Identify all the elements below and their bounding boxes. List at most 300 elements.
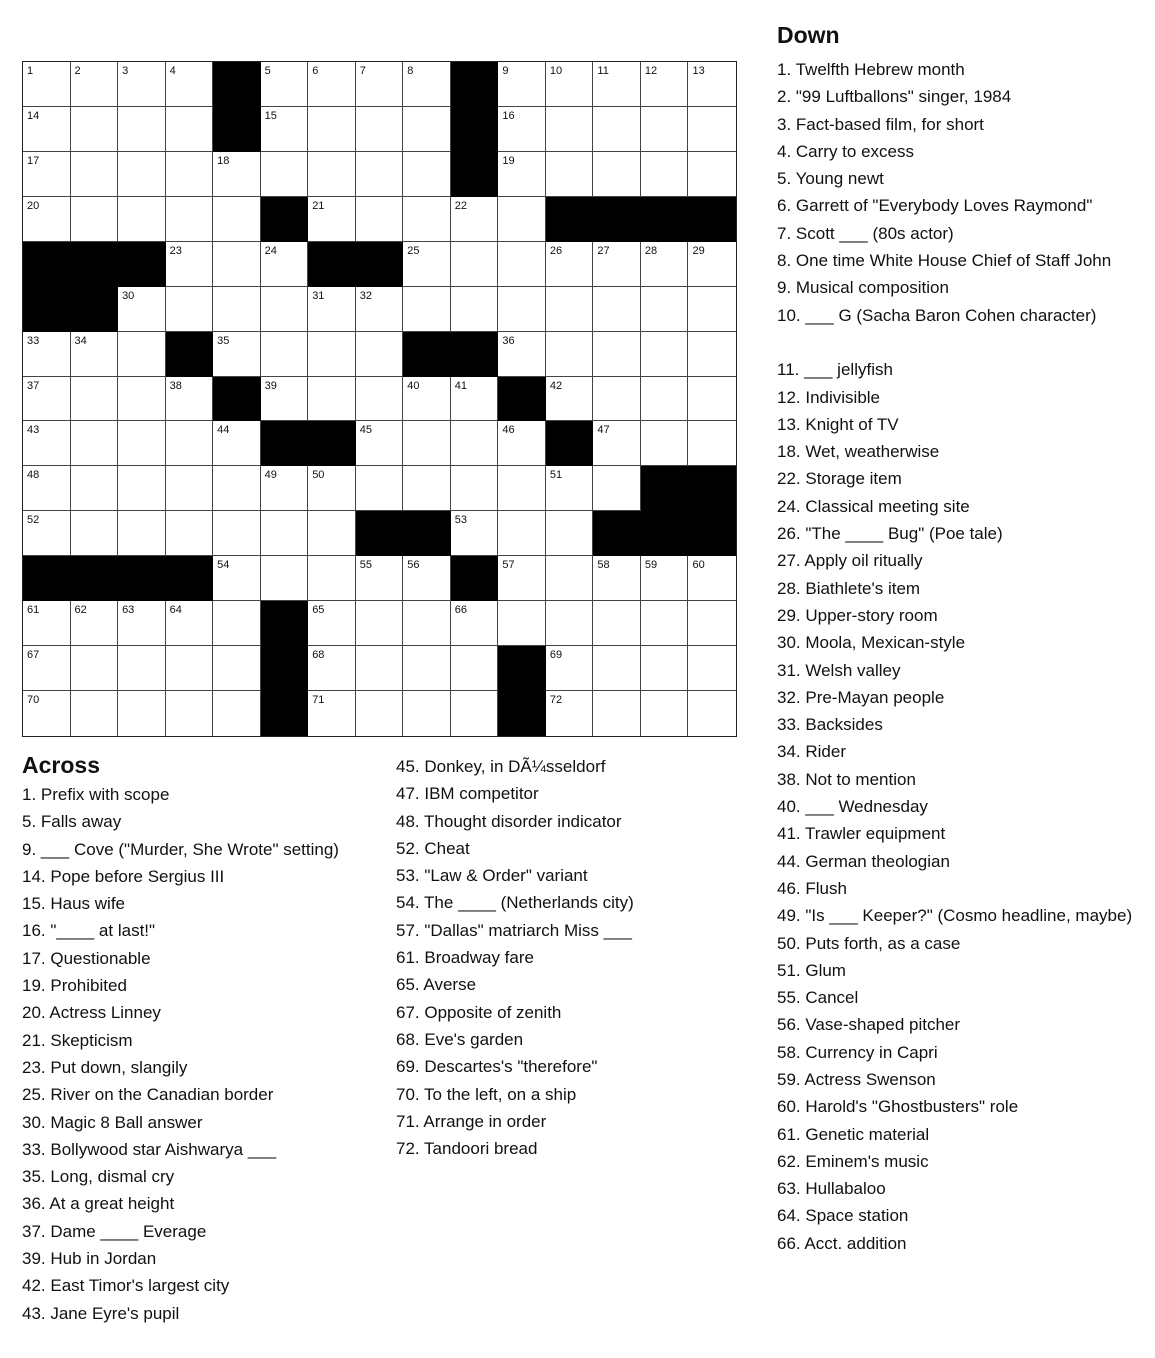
grid-cell[interactable]: [261, 287, 309, 332]
grid-cell[interactable]: [641, 107, 689, 152]
grid-cell[interactable]: [403, 242, 451, 287]
grid-cell[interactable]: [308, 332, 356, 377]
grid-cell[interactable]: [498, 601, 546, 646]
grid-cell[interactable]: [403, 556, 451, 601]
grid-cell[interactable]: [546, 377, 594, 422]
grid-cell[interactable]: [166, 197, 214, 242]
clue-item[interactable]: [777, 329, 1147, 356]
cell-number: 17: [27, 154, 40, 167]
grid-cell[interactable]: [641, 287, 689, 332]
grid-cell-black: [546, 421, 594, 466]
grid-cell[interactable]: [308, 107, 356, 152]
grid-cell[interactable]: [71, 691, 119, 736]
clue-item[interactable]: 61. Broadway fare: [396, 948, 534, 968]
grid-cell[interactable]: [498, 556, 546, 601]
clue-item[interactable]: 30. Magic 8 Ball answer: [22, 1112, 203, 1132]
grid-cell-black: [451, 332, 499, 377]
grid-cell[interactable]: [166, 107, 214, 152]
grid-cell[interactable]: [403, 197, 451, 242]
grid-cell[interactable]: [403, 377, 451, 422]
clue-item[interactable]: 23. Put down, slangily: [22, 1057, 188, 1077]
grid-cell[interactable]: [71, 152, 119, 197]
cell-number: 24: [264, 244, 277, 257]
grid-cell[interactable]: [451, 377, 499, 422]
grid-cell[interactable]: [356, 152, 404, 197]
grid-cell[interactable]: [261, 242, 309, 287]
grid-cell[interactable]: [688, 62, 736, 107]
grid-cell[interactable]: [308, 287, 356, 332]
clue-item[interactable]: 55. Cancel: [777, 988, 859, 1008]
grid-cell[interactable]: [118, 511, 166, 556]
cell-number: 6: [312, 65, 319, 77]
clue-item[interactable]: 2. "99 Luftballons" singer, 1984: [777, 87, 1012, 107]
grid-cell[interactable]: [451, 646, 499, 691]
cell-number: 40: [407, 379, 420, 392]
clue-item[interactable]: 58. Currency in Capri: [777, 1042, 938, 1062]
clue-item[interactable]: 5. Falls away: [22, 812, 122, 832]
grid-cell[interactable]: [641, 646, 689, 691]
grid-cell[interactable]: [23, 197, 71, 242]
clue-item[interactable]: 7. Scott ___ (80s actor): [777, 223, 954, 243]
grid-cell[interactable]: [546, 511, 594, 556]
clue-item[interactable]: 36. At a great height: [22, 1194, 175, 1214]
grid-cell[interactable]: [23, 107, 71, 152]
grid-cell[interactable]: [593, 62, 641, 107]
cell-number: 61: [27, 604, 40, 617]
clue-item[interactable]: 12. Indivisible: [777, 387, 881, 407]
clue-item[interactable]: 49. "Is ___ Keeper?" (Cosmo headline, maybe): [777, 906, 1133, 926]
grid-cell[interactable]: [593, 152, 641, 197]
grid-cell[interactable]: [71, 62, 119, 107]
grid-cell[interactable]: [403, 691, 451, 736]
clue-item[interactable]: 1. Twelfth Hebrew month: [777, 60, 965, 79]
grid-cell[interactable]: [403, 62, 451, 107]
grid-cell[interactable]: [166, 601, 214, 646]
clue-item[interactable]: 28. Biathlete's item: [777, 578, 921, 598]
grid-cell[interactable]: [356, 466, 404, 511]
grid-cell[interactable]: [308, 152, 356, 197]
grid-cell[interactable]: [593, 287, 641, 332]
clue-item[interactable]: 9. ___ Cove ("Murder, She Wrote" setting): [22, 839, 339, 859]
grid-cell[interactable]: [213, 601, 261, 646]
grid-cell[interactable]: [593, 332, 641, 377]
grid-cell[interactable]: [546, 691, 594, 736]
grid-cell[interactable]: [688, 556, 736, 601]
clue-item[interactable]: 32. Pre-Mayan people: [777, 687, 945, 707]
grid-cell[interactable]: [498, 107, 546, 152]
cell-number: 35: [217, 334, 230, 347]
clue-item[interactable]: 13. Knight of TV: [777, 414, 899, 434]
grid-cell[interactable]: [498, 332, 546, 377]
grid-cell[interactable]: [308, 691, 356, 736]
grid-cell[interactable]: [356, 601, 404, 646]
grid-cell[interactable]: [71, 601, 119, 646]
grid-cell[interactable]: [356, 107, 404, 152]
grid-cell[interactable]: [403, 601, 451, 646]
grid-cell-black: [546, 197, 594, 242]
clue-item[interactable]: 62. Eminem's music: [777, 1151, 929, 1171]
grid-cell[interactable]: [118, 62, 166, 107]
grid-cell[interactable]: [498, 152, 546, 197]
grid-cell[interactable]: [261, 107, 309, 152]
cell-number: 29: [692, 244, 705, 257]
grid-cell[interactable]: [593, 466, 641, 511]
cell-number: 12: [644, 65, 658, 77]
clue-item[interactable]: 53. "Law & Order" variant: [396, 866, 588, 886]
grid-cell[interactable]: [593, 691, 641, 736]
grid-cell[interactable]: [498, 466, 546, 511]
cell-number: 68: [312, 649, 325, 662]
grid-cell[interactable]: [641, 421, 689, 466]
clue-item[interactable]: 72. Tandoori bread: [396, 1139, 538, 1159]
clue-item[interactable]: 25. River on the Canadian border: [22, 1085, 274, 1105]
grid-cell[interactable]: [451, 511, 499, 556]
grid-cell[interactable]: [641, 377, 689, 422]
cell-number: 43: [27, 424, 40, 437]
clue-item[interactable]: 65. Averse: [396, 975, 477, 995]
grid-cell[interactable]: [498, 62, 546, 107]
clue-item[interactable]: 26. "The ____ Bug" (Poe tale): [777, 524, 1003, 544]
grid-cell[interactable]: [118, 601, 166, 646]
grid-cell[interactable]: [118, 377, 166, 422]
grid-cell[interactable]: [261, 62, 309, 107]
grid-cell[interactable]: [688, 691, 736, 736]
clue-item[interactable]: 70. To the left, on a ship: [396, 1084, 577, 1104]
grid-cell[interactable]: [641, 62, 689, 107]
grid-cell[interactable]: [308, 646, 356, 691]
clue-item[interactable]: 47. IBM competitor: [396, 784, 539, 804]
grid-cell-black: [451, 152, 499, 197]
grid-cell[interactable]: [546, 62, 594, 107]
clue-item[interactable]: 71. Arrange in order: [396, 1111, 547, 1131]
grid-cell[interactable]: [23, 601, 71, 646]
grid-cell[interactable]: [641, 601, 689, 646]
grid-cell[interactable]: [688, 421, 736, 466]
clue-item[interactable]: 18. Wet, weatherwise: [777, 442, 940, 462]
clue-item[interactable]: 17. Questionable: [22, 948, 151, 968]
grid-cell[interactable]: [261, 377, 309, 422]
grid-cell[interactable]: [688, 152, 736, 197]
grid-cell[interactable]: [71, 421, 119, 466]
clue-item[interactable]: 6. Garrett of "Everybody Loves Raymond": [777, 196, 1093, 216]
clue-item[interactable]: 40. ___ Wednesday: [777, 797, 928, 817]
grid-cell[interactable]: [546, 152, 594, 197]
grid-cell[interactable]: [451, 601, 499, 646]
grid-cell[interactable]: [593, 421, 641, 466]
clue-item[interactable]: 29. Upper-story room: [777, 605, 938, 625]
grid-cell[interactable]: [356, 287, 404, 332]
grid-cell[interactable]: [593, 107, 641, 152]
cell-number: 14: [27, 109, 40, 122]
grid-cell[interactable]: [23, 511, 71, 556]
clue-item[interactable]: 69. Descartes's "therefore": [396, 1057, 598, 1077]
grid-cell[interactable]: [71, 107, 119, 152]
grid-cell[interactable]: [403, 466, 451, 511]
grid-cell[interactable]: [213, 691, 261, 736]
grid-cell-black: [356, 242, 404, 287]
clue-item[interactable]: 43. Jane Eyre's pupil: [22, 1303, 180, 1323]
grid-cell[interactable]: [71, 377, 119, 422]
grid-cell[interactable]: [403, 646, 451, 691]
clue-item[interactable]: 63. Hullabaloo: [777, 1179, 886, 1199]
grid-cell[interactable]: [498, 197, 546, 242]
clue-item[interactable]: 24. Classical meeting site: [777, 496, 970, 516]
grid-cell[interactable]: [593, 556, 641, 601]
clue-item[interactable]: 39. Hub in Jordan: [22, 1249, 157, 1269]
grid-cell[interactable]: [23, 377, 71, 422]
cell-number: 1: [27, 65, 34, 77]
grid-cell[interactable]: [593, 377, 641, 422]
grid-cell[interactable]: [498, 242, 546, 287]
grid-cell[interactable]: [261, 466, 309, 511]
grid-cell[interactable]: [451, 242, 499, 287]
grid-cell[interactable]: [166, 466, 214, 511]
grid-cell[interactable]: [356, 197, 404, 242]
clue-item[interactable]: 15. Haus wife: [22, 894, 125, 914]
clue-item[interactable]: 11. ___ jellyfish: [777, 360, 893, 380]
clue-item[interactable]: 61. Genetic material: [777, 1124, 930, 1144]
clue-item[interactable]: 3. Fact-based film, for short: [777, 114, 984, 134]
cell-number: 20: [27, 199, 40, 212]
grid-cell[interactable]: [166, 646, 214, 691]
grid-cell[interactable]: [261, 556, 309, 601]
grid-cell[interactable]: [688, 287, 736, 332]
grid-cell[interactable]: [213, 466, 261, 511]
grid-cell[interactable]: [118, 197, 166, 242]
clue-item[interactable]: 35. Long, dismal cry: [22, 1167, 175, 1187]
clue-item[interactable]: 8. One time White House Chief of Staff John: [777, 251, 1112, 271]
grid-cell[interactable]: [403, 421, 451, 466]
grid-cell[interactable]: [356, 62, 404, 107]
clue-item[interactable]: 34. Rider: [777, 742, 846, 762]
grid-cell[interactable]: [546, 601, 594, 646]
grid-cell[interactable]: [118, 691, 166, 736]
cell-number: 64: [169, 604, 182, 617]
grid-cell[interactable]: [261, 152, 309, 197]
clue-item[interactable]: 20. Actress Linney: [22, 1003, 161, 1023]
grid-cell[interactable]: [23, 421, 71, 466]
grid-cell[interactable]: [71, 466, 119, 511]
cell-number: 2: [74, 65, 81, 77]
down-clue-list: [777, 56, 1147, 1257]
grid-cell[interactable]: [308, 601, 356, 646]
grid-cell[interactable]: [451, 287, 499, 332]
grid-cell[interactable]: [118, 466, 166, 511]
cell-number: 36: [502, 334, 515, 347]
clue-item[interactable]: 50. Puts forth, as a case: [777, 933, 961, 953]
grid-cell[interactable]: [451, 421, 499, 466]
grid-cell[interactable]: [71, 646, 119, 691]
grid-cell[interactable]: [356, 646, 404, 691]
clue-item[interactable]: 51. Glum: [777, 960, 846, 980]
grid-cell[interactable]: [71, 197, 119, 242]
grid-cell[interactable]: [356, 421, 404, 466]
grid-cell[interactable]: [498, 287, 546, 332]
grid-cell[interactable]: [641, 242, 689, 287]
clue-item[interactable]: 33. Bollywood star Aishwarya ___: [22, 1139, 277, 1159]
grid-cell[interactable]: [213, 287, 261, 332]
grid-cell[interactable]: [23, 332, 71, 377]
clue-item[interactable]: 54. The ____ (Netherlands city): [396, 893, 634, 913]
clue-item[interactable]: 45. Donkey, in DÃ¼sseldorf: [396, 757, 606, 776]
clue-item[interactable]: 30. Moola, Mexican-style: [777, 633, 966, 653]
clue-item[interactable]: 4. Carry to excess: [777, 141, 914, 161]
cell-number: 23: [169, 244, 182, 257]
grid-cell[interactable]: [23, 466, 71, 511]
clue-item[interactable]: 41. Trawler equipment: [777, 824, 946, 844]
grid-cell[interactable]: [23, 152, 71, 197]
grid-cell-black: [213, 107, 261, 152]
clue-item[interactable]: 16. "____ at last!": [22, 921, 156, 941]
grid-cell[interactable]: [308, 62, 356, 107]
grid-cell[interactable]: [23, 62, 71, 107]
grid-cell[interactable]: [593, 646, 641, 691]
grid-cell[interactable]: [308, 377, 356, 422]
clue-item[interactable]: 56. Vase-shaped pitcher: [777, 1015, 961, 1035]
grid-cell[interactable]: [593, 601, 641, 646]
grid-cell[interactable]: [308, 511, 356, 556]
grid-cell[interactable]: [546, 466, 594, 511]
grid-cell[interactable]: [688, 377, 736, 422]
clue-item[interactable]: 37. Dame ____ Everage: [22, 1221, 207, 1241]
clue-item[interactable]: 64. Space station: [777, 1206, 909, 1226]
clue-item[interactable]: 27. Apply oil ritually: [777, 551, 923, 571]
grid-cell[interactable]: [546, 556, 594, 601]
grid-cell[interactable]: [118, 332, 166, 377]
cell-number: 62: [74, 604, 87, 617]
grid-cell[interactable]: [71, 332, 119, 377]
clue-item[interactable]: 19. Prohibited: [22, 976, 127, 996]
grid-cell[interactable]: [688, 107, 736, 152]
clue-item[interactable]: 14. Pope before Sergius III: [22, 866, 225, 886]
grid-cell[interactable]: [546, 646, 594, 691]
grid-cell[interactable]: [688, 332, 736, 377]
grid-cell[interactable]: [213, 242, 261, 287]
grid-cell-black: [118, 242, 166, 287]
cell-number: 10: [549, 65, 563, 77]
grid-cell[interactable]: [688, 601, 736, 646]
grid-cell[interactable]: [498, 511, 546, 556]
grid-cell[interactable]: [118, 107, 166, 152]
clue-item[interactable]: 38. Not to mention: [777, 769, 916, 789]
clue-item[interactable]: 66. Acct. addition: [777, 1233, 907, 1253]
grid-cell[interactable]: [356, 556, 404, 601]
grid-cell-black: [498, 646, 546, 691]
clue-item[interactable]: 48. Thought disorder indicator: [396, 811, 622, 831]
grid-cell[interactable]: [213, 511, 261, 556]
grid-cell[interactable]: [166, 242, 214, 287]
grid-cell[interactable]: [546, 332, 594, 377]
grid-cell[interactable]: [213, 197, 261, 242]
clue-item[interactable]: 46. Flush: [777, 878, 847, 898]
clue-item[interactable]: 57. "Dallas" matriarch Miss ___: [396, 920, 632, 940]
grid-cell[interactable]: [308, 197, 356, 242]
clue-item[interactable]: 44. German theologian: [777, 851, 950, 871]
grid-cell[interactable]: [118, 421, 166, 466]
grid-cell[interactable]: [356, 691, 404, 736]
crossword-grid: [22, 61, 737, 737]
grid-cell[interactable]: [166, 287, 214, 332]
grid-cell[interactable]: [356, 377, 404, 422]
clue-item[interactable]: 22. Storage item: [777, 469, 902, 489]
clue-item[interactable]: 31. Welsh valley: [777, 660, 901, 680]
grid-cell[interactable]: [688, 646, 736, 691]
clue-item[interactable]: 5. Young newt: [777, 169, 884, 189]
grid-cell[interactable]: [166, 511, 214, 556]
cell-number: 38: [169, 379, 182, 392]
clue-item[interactable]: 52. Cheat: [396, 838, 470, 858]
clue-item[interactable]: 9. Musical composition: [777, 278, 949, 298]
grid-cell[interactable]: [213, 152, 261, 197]
grid-cell[interactable]: [356, 332, 404, 377]
grid-cell[interactable]: [451, 691, 499, 736]
grid-cell[interactable]: [451, 197, 499, 242]
clue-item[interactable]: 68. Eve's garden: [396, 1029, 524, 1049]
clue-item[interactable]: 33. Backsides: [777, 715, 883, 735]
grid-cell-black: [688, 197, 736, 242]
grid-cell[interactable]: [641, 152, 689, 197]
grid-cell[interactable]: [498, 421, 546, 466]
grid-cell[interactable]: [451, 466, 499, 511]
grid-cell-black: [356, 511, 404, 556]
clue-item[interactable]: 67. Opposite of zenith: [396, 1002, 562, 1022]
grid-cell[interactable]: [213, 646, 261, 691]
clue-item[interactable]: 10. ___ G (Sacha Baron Cohen character): [777, 305, 1097, 325]
clue-item[interactable]: 21. Skepticism: [22, 1030, 133, 1050]
grid-cell[interactable]: [403, 287, 451, 332]
grid-cell[interactable]: [118, 152, 166, 197]
grid-cell[interactable]: [213, 556, 261, 601]
grid-cell[interactable]: [23, 646, 71, 691]
grid-cell[interactable]: [546, 107, 594, 152]
grid-cell-black: [71, 556, 119, 601]
grid-cell[interactable]: [118, 287, 166, 332]
grid-cell[interactable]: [166, 421, 214, 466]
cell-number: 51: [549, 469, 563, 482]
grid-cell[interactable]: [546, 287, 594, 332]
grid-cell[interactable]: [641, 556, 689, 601]
clue-item[interactable]: 59. Actress Swenson: [777, 1069, 936, 1089]
grid-cell[interactable]: [403, 107, 451, 152]
grid-cell[interactable]: [166, 691, 214, 736]
grid-cell-black: [688, 511, 736, 556]
grid-cell[interactable]: [71, 511, 119, 556]
grid-cell-black: [593, 197, 641, 242]
grid-cell[interactable]: [641, 332, 689, 377]
grid-cell[interactable]: [261, 511, 309, 556]
grid-cell[interactable]: [308, 556, 356, 601]
grid-cell[interactable]: [641, 691, 689, 736]
grid-cell[interactable]: [166, 152, 214, 197]
cell-number: 41: [454, 379, 468, 392]
clue-item[interactable]: 42. East Timor's largest city: [22, 1276, 230, 1296]
grid-cell[interactable]: [166, 62, 214, 107]
grid-cell[interactable]: [261, 332, 309, 377]
grid-cell[interactable]: [688, 242, 736, 287]
grid-cell[interactable]: [166, 377, 214, 422]
grid-cell[interactable]: [546, 242, 594, 287]
grid-cell[interactable]: [213, 421, 261, 466]
grid-cell[interactable]: [403, 152, 451, 197]
clue-item[interactable]: 60. Harold's "Ghostbusters" role: [777, 1097, 1019, 1117]
grid-cell[interactable]: [593, 242, 641, 287]
clue-item[interactable]: 1. Prefix with scope: [22, 785, 170, 804]
across-clue-list-continued: [396, 753, 756, 1162]
grid-cell[interactable]: [23, 691, 71, 736]
grid-cell[interactable]: [213, 332, 261, 377]
grid-cell[interactable]: [118, 646, 166, 691]
grid-cell[interactable]: [308, 466, 356, 511]
